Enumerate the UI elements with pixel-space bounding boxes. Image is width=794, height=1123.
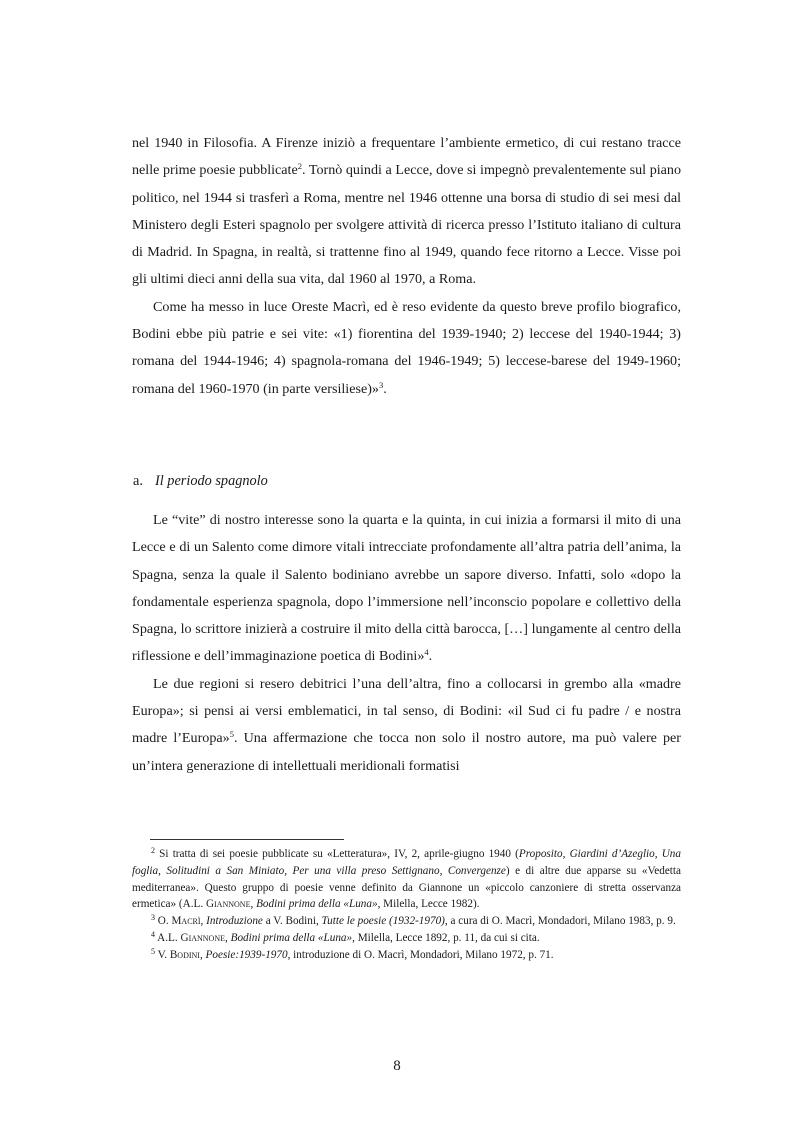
footnote-title: Bodini prima della «Luna» <box>230 931 353 944</box>
paragraph-text: Come ha messo in luce Oreste Macrì, ed è reso evidente da questo breve profilo biografico, Bodini ebbe più patrie e sei vite: «1) fiorentina del 1939-1940; 2) leccese del 1940-1944; 3) romana del 1944-1946; 4) spagnola-romana del 1946-1949; 5) leccese-barese del 1949-1960; romana del 1960-1970 (in parte versiliese)» <box>132 298 681 397</box>
footnote-3 <box>132 913 681 930</box>
paragraph-biography <box>132 130 681 294</box>
footnote-text: , <box>225 931 231 944</box>
paragraph-end: . <box>383 380 387 397</box>
footnote-number: 5 <box>151 946 155 956</box>
footnote-text: O. <box>155 915 172 928</box>
footnote-text: , <box>200 915 207 928</box>
paragraph-text: nel 1940 in Filosofia. A Firenze iniziò a frequentare l’ambiente ermetico, di cui restano tracce nelle prime poesie pubblicate <box>132 135 681 179</box>
footnote-ref-2[interactable]: 2 <box>297 161 302 172</box>
paragraph-vite <box>132 507 681 671</box>
footnote-text: A.L. <box>155 931 181 944</box>
footnote-ref-4[interactable]: 4 <box>424 647 429 658</box>
footnote-title: Introduzione <box>206 915 263 928</box>
footnote-number: 3 <box>151 913 155 923</box>
footnote-title: Tutte le poesie (1932-1970) <box>321 915 445 928</box>
paragraph-text: Le due regioni si resero debitrici l’una dell’altra, fino a collocarsi in grembo alla «madre Europa»; si pensi ai versi emblematici, in tal senso, di Bodini: «il Sud ci fu padre / e nostra madre l’Europa» <box>132 675 681 747</box>
footnote-author: Macrì <box>171 915 201 928</box>
footnote-text: Si tratta di sei poesie pubblicate su «Letteratura», IV, 2, aprile-giugno 1940 ( <box>155 848 519 860</box>
footnote-author: Bodini <box>169 948 200 961</box>
paragraph-end: . <box>428 648 433 665</box>
section-number: a. <box>133 473 143 489</box>
paragraph-text: Le “vite” di nostro interesse sono la quarta e la quinta, in cui inizia a formarsi il mito di una Lecce e di un Salento come dimore vitali intrecciate profondamente all’altra patria dell’anima, la Spagna, senza la quale il Salento bodiniano avrebbe un sapore diverso. Infatti, solo «dopo la fondamentale esperienza spagnola, dopo l’immersione nell’inconscio popolare e collettivo della Spagna, lo scrittore inizierà a costruire il mito della città barocca, […] lungamente al centro della riflessione e dell’immaginazione poetica di Bodini» <box>132 512 681 665</box>
body-text-section <box>132 507 681 780</box>
footnote-4 <box>132 930 681 947</box>
footnote-5 <box>132 947 681 964</box>
paragraph-macri <box>132 294 681 403</box>
footnote-separator <box>150 839 344 840</box>
section-heading <box>133 473 268 490</box>
footnote-text: ) e di altre due apparse su «Vedetta mediterranea». Questo gruppo di poesie venne definito da Giannone un «piccolo canzoniere di stretta osservanza ermetica» (A.L. <box>132 864 681 911</box>
body-text <box>132 130 681 403</box>
footnote-title: Proposito, Giardini d’Azeglio, Una foglia, Solitudini a San Miniato, Per una villa preso Settignano, Convergenze <box>132 848 681 877</box>
footnote-text: , introduzione di O. Macrì, Mondadori, Milano 1972, p. 71. <box>287 948 554 961</box>
footnote-text: , <box>199 948 206 961</box>
footnote-author: Giannone <box>205 898 251 911</box>
footnote-text: , <box>250 898 257 911</box>
paragraph-text: . Tornò quindi a Lecce, dove si impegnò prevalentemente sul piano politico, nel 1944 si trasferì a Roma, mentre nel 1946 ottenne una borsa di studio di sei mesi dal Ministero degli Esteri spagnolo per svolgere attività di ricerca presso l’Istituto italiano di cultura di Madrid. In Spagna, in realtà, si trattenne fino al 1949, quando fece ritorno a Lecce. Visse poi gli ultimi dieci anni della sua vita, dal 1960 al 1970, a Roma. <box>132 162 681 288</box>
section-title: Il periodo spagnolo <box>155 473 268 489</box>
footnote-2 <box>132 846 681 913</box>
footnotes <box>132 846 681 964</box>
paragraph-regioni <box>132 671 681 780</box>
footnote-ref-3[interactable]: 3 <box>378 379 384 390</box>
paragraph-text: . Una affermazione che tocca non solo il nostro autore, ma può valere per un’intera generazione di intellettuali meridionali formatisi <box>132 730 681 774</box>
footnote-text: , a cura di O. Macrì, Mondadori, Milano 1983, p. 9. <box>444 915 676 928</box>
footnote-title: Bodini prima della «Luna» <box>256 898 378 911</box>
footnote-number: 4 <box>151 929 155 939</box>
footnote-text: V. <box>155 948 170 961</box>
page-number: 8 <box>393 1058 401 1074</box>
footnote-ref-5[interactable]: 5 <box>229 729 234 740</box>
footnote-text: , Milella, Lecce 1892, p. 11, da cui si cita. <box>352 931 540 944</box>
footnote-text: a V. Bodini, <box>262 915 322 928</box>
footnote-text: , Milella, Lecce 1982). <box>377 898 480 911</box>
footnote-number: 2 <box>151 846 155 855</box>
footnote-author: Giannone <box>180 931 226 944</box>
footnote-title: Poesie:1939-1970 <box>205 948 288 961</box>
